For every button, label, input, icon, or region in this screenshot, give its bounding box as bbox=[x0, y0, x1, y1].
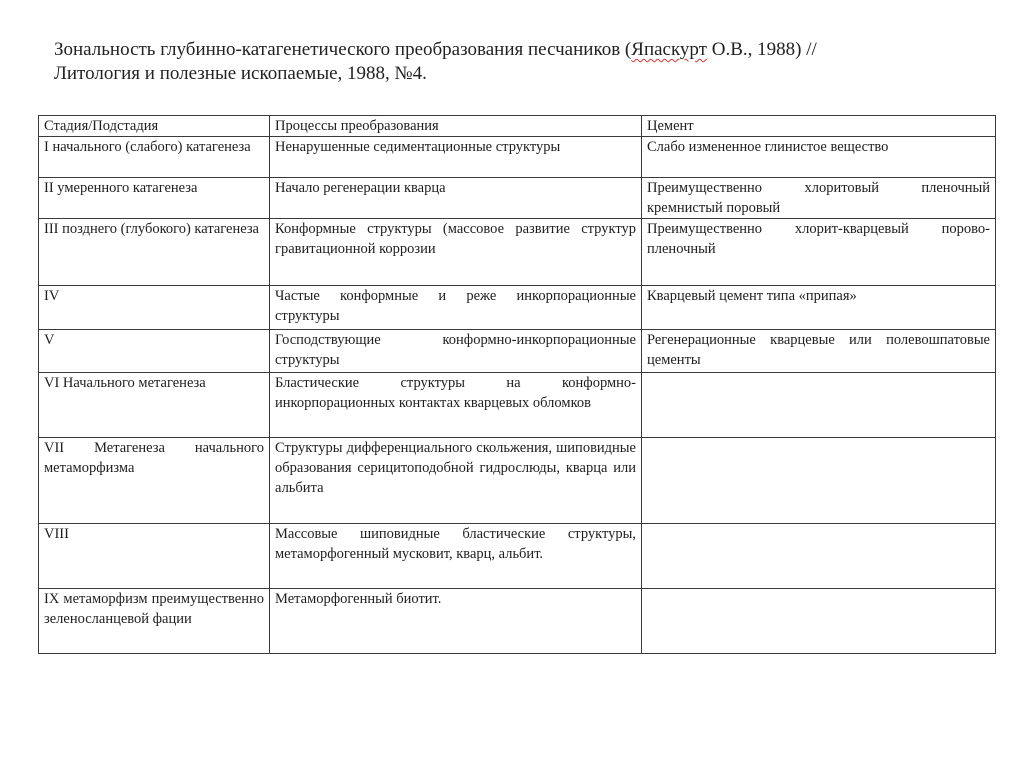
stage-cell: I начального (слабого) катагенеза bbox=[39, 137, 270, 178]
stage-cell: II умеренного катагенеза bbox=[39, 178, 270, 219]
process-cell: Конформные структуры (массовое развитие структур гравитационной коррозии bbox=[270, 219, 642, 286]
cement-cell: Преимущественно хлорит-кварцевый порово-пленочный bbox=[642, 219, 996, 286]
table-row bbox=[39, 330, 996, 373]
table-row bbox=[39, 524, 996, 589]
header-cement: Цемент bbox=[642, 116, 996, 137]
cement-cell bbox=[642, 438, 996, 524]
table-row bbox=[39, 373, 996, 438]
stage-cell: IV bbox=[39, 286, 270, 330]
cement-cell: Кварцевый цемент типа «припая» bbox=[642, 286, 996, 330]
title-prefix: Зональность глубинно-катагенетического преобразования песчаников ( bbox=[54, 39, 632, 60]
table-header-row bbox=[39, 116, 996, 137]
process-cell: Начало регенерации кварца bbox=[270, 178, 642, 219]
document-title bbox=[54, 38, 994, 86]
process-cell: Господствующие конформно-инкорпорационные структуры bbox=[270, 330, 642, 373]
stage-cell: IX метаморфизм преимущественно зеленосланцевой фации bbox=[39, 589, 270, 654]
cement-cell bbox=[642, 589, 996, 654]
cement-cell: Слабо измененное глинистое вещество bbox=[642, 137, 996, 178]
cement-cell: Преимущественно хлоритовый пленочный кремнистый поровый bbox=[642, 178, 996, 219]
title-suffix: О.В., 1988) // bbox=[707, 39, 817, 60]
table-row bbox=[39, 438, 996, 524]
process-cell: Частые конформные и реже инкорпорационные структуры bbox=[270, 286, 642, 330]
process-cell: Массовые шиповидные бластические структуры, метаморфогенный мусковит, кварц, альбит. bbox=[270, 524, 642, 589]
stage-cell: III позднего (глубокого) катагенеза bbox=[39, 219, 270, 286]
stage-cell: VI Начального метагенеза bbox=[39, 373, 270, 438]
table-row bbox=[39, 286, 996, 330]
table-row bbox=[39, 137, 996, 178]
header-stage: Стадия/Подстадия bbox=[39, 116, 270, 137]
zonality-table bbox=[38, 115, 996, 654]
cement-cell bbox=[642, 373, 996, 438]
table-row bbox=[39, 219, 996, 286]
header-process: Процессы преобразования bbox=[270, 116, 642, 137]
process-cell: Бластические структуры на конформно-инкорпорационных контактах кварцевых обломков bbox=[270, 373, 642, 438]
process-cell: Метаморфогенный биотит. bbox=[270, 589, 642, 654]
process-cell: Ненарушенные седиментационные структуры bbox=[270, 137, 642, 178]
stage-cell: VII Метагенеза начального метаморфизма bbox=[39, 438, 270, 524]
process-cell: Структуры дифференциального скольжения, шиповидные образования серицитоподобной гидрослюды, кварца или альбита bbox=[270, 438, 642, 524]
cement-cell bbox=[642, 524, 996, 589]
stage-cell: VIII bbox=[39, 524, 270, 589]
title-author: Япаскурт bbox=[631, 39, 707, 60]
title-source: Литология и полезные ископаемые, 1988, №4. bbox=[54, 63, 427, 84]
table-row bbox=[39, 589, 996, 654]
table-row bbox=[39, 178, 996, 219]
cement-cell: Регенерационные кварцевые или полевошпатовые цементы bbox=[642, 330, 996, 373]
stage-cell: V bbox=[39, 330, 270, 373]
